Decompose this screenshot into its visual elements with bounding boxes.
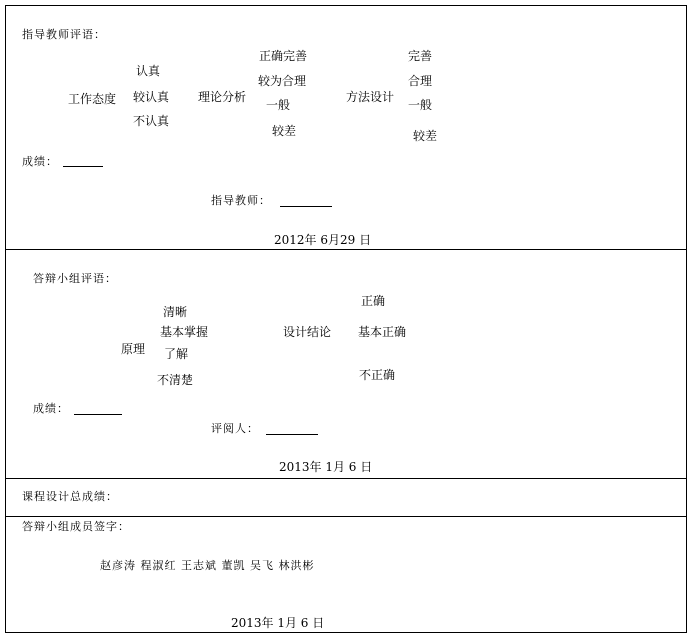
panel-members-heading: 答辩小组成员签字： [22, 520, 130, 533]
analysis-option: 正确完善 [259, 49, 308, 63]
panel-date: 2013年 1月 6 日 [279, 460, 373, 474]
reviewer-label: 评阅人： [211, 422, 259, 435]
attitude-option: 较认真 [133, 90, 170, 104]
design-option: 合理 [408, 74, 433, 88]
conclusion-option: 正确 [361, 294, 386, 308]
principle-option: 了解 [164, 347, 189, 361]
analysis-option: 一般 [266, 98, 291, 112]
design-label: 方法设计 [346, 90, 395, 104]
principle-option: 基本掌握 [160, 325, 209, 339]
section-divider [5, 516, 687, 517]
teacher-grade-label: 成绩： [22, 155, 58, 168]
principle-label: 原理 [121, 342, 146, 356]
attitude-option: 认真 [136, 64, 161, 78]
design-option: 一般 [408, 98, 433, 112]
section-divider [5, 478, 687, 479]
design-option: 完善 [408, 49, 433, 63]
teacher-date: 2012年 6月29 日 [274, 233, 372, 247]
panel-grade-blank [74, 414, 122, 415]
principle-option: 不清楚 [157, 373, 194, 387]
teacher-grade-blank [63, 166, 103, 167]
teacher-comments-heading: 指导教师评语： [22, 28, 106, 41]
attitude-option: 不认真 [133, 114, 170, 128]
reviewer-signature-blank [266, 434, 318, 435]
total-grade-label: 课程设计总成绩： [22, 490, 118, 503]
panel-member-signatures: 赵彦涛 程淑红 王志斌 董凯 吴飞 林洪彬 [100, 559, 315, 572]
conclusion-label: 设计结论 [283, 325, 332, 339]
panel-comments-heading: 答辩小组评语： [33, 272, 117, 285]
teacher-signature-label: 指导教师： [211, 194, 271, 207]
signature-date: 2013年 1月 6 日 [231, 616, 325, 630]
analysis-option: 较为合理 [258, 74, 307, 88]
section-divider [5, 249, 687, 250]
panel-grade-label: 成绩： [33, 402, 69, 415]
conclusion-option: 不正确 [359, 368, 396, 382]
analysis-label: 理论分析 [198, 90, 247, 104]
attitude-label: 工作态度 [68, 92, 117, 106]
design-option: 较差 [413, 129, 438, 143]
principle-option: 清晰 [163, 305, 188, 319]
analysis-option: 较差 [272, 124, 297, 138]
teacher-signature-blank [280, 206, 332, 207]
conclusion-option: 基本正确 [358, 325, 407, 339]
